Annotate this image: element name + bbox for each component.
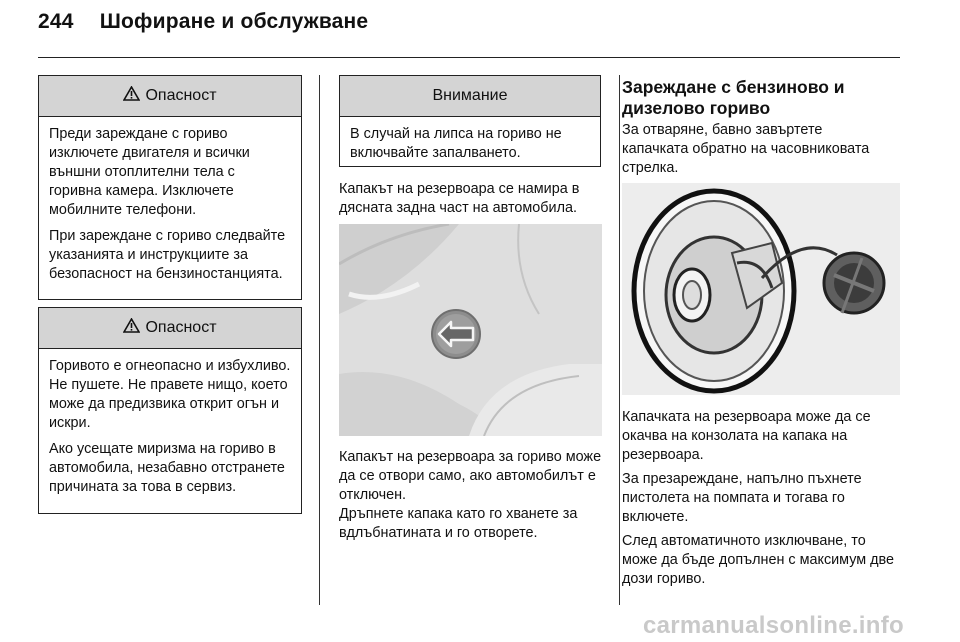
- page-title: Шофиране и обслужване: [99, 10, 369, 33]
- fuel-flap-photo: [339, 224, 602, 436]
- notice-box-header: [340, 76, 600, 117]
- warning-triangle-icon: [123, 86, 140, 106]
- warning-triangle-icon: [123, 318, 140, 338]
- danger-paragraph: Преди зареждане с гориво изключете двигателя и всички външни отоплителни тела с горивна камера. Изключете мобилните телефони.: [49, 126, 250, 218]
- cap-open-text: [622, 121, 892, 183]
- intro-paragraph: За отваряне, бавно завъртете капачката обратно на часовниковата стрелка.: [622, 122, 870, 176]
- danger-paragraph: Ако усещате миризма на гориво в автомобила, незабавно отстранете причината за това в сервиз.: [49, 441, 285, 495]
- flap-instructions: [339, 448, 605, 548]
- danger-box-header: [39, 308, 301, 349]
- header-rule: [38, 57, 900, 58]
- page-number: 244: [38, 10, 74, 33]
- column-divider-2: [619, 75, 620, 605]
- refuel-instructions: [622, 408, 900, 594]
- danger-box-title: Опасност: [145, 319, 217, 336]
- page-header: [38, 10, 368, 34]
- danger-box-2: [38, 307, 302, 514]
- instruction-paragraph: Дръпнете капака като го хванете за вдлъбнатината и го отворете.: [339, 506, 578, 541]
- fuel-cap-photo: [622, 183, 900, 395]
- danger-box-title: Опасност: [145, 87, 217, 104]
- danger-paragraph: Горивото е огнеопасно и избухливо. Не пушете. Не правете нищо, което може да предизвика открит огън и искри.: [49, 358, 291, 431]
- fuel-flap-location-text: [339, 180, 605, 223]
- notice-box: [339, 75, 601, 167]
- section-title: Зареждане с бензиново и дизелово гориво: [622, 77, 845, 118]
- watermark: carmanualsonline.info: [642, 612, 904, 639]
- danger-paragraph: При зареждане с гориво следвайте указанията и инструкциите за безопасност на бензиностанцията.: [49, 228, 286, 282]
- notice-text: В случай на липса на гориво не включвайте запалването.: [350, 126, 562, 161]
- notice-box-title: Внимание: [432, 87, 508, 104]
- instruction-paragraph: След автоматичното изключване, то може да бъде допълнен с максимум две дози гориво.: [622, 533, 895, 587]
- instruction-paragraph: За презареждане, напълно пъхнете пистолета на помпата и тогава го включете.: [622, 471, 862, 525]
- instruction-paragraph: Капачката на резервоара може да се окачва на конзолата на капака на резервоара.: [622, 409, 871, 463]
- instruction-paragraph: Капакът на резервоара за гориво може да се отвори само, ако автомобилът е отключен.: [339, 449, 602, 503]
- danger-box-header: [39, 76, 301, 117]
- column-divider-1: [319, 75, 320, 605]
- intro-paragraph: Капакът на резервоара се намира в дясната задна част на автомобила.: [339, 181, 580, 216]
- danger-box-1: [38, 75, 302, 300]
